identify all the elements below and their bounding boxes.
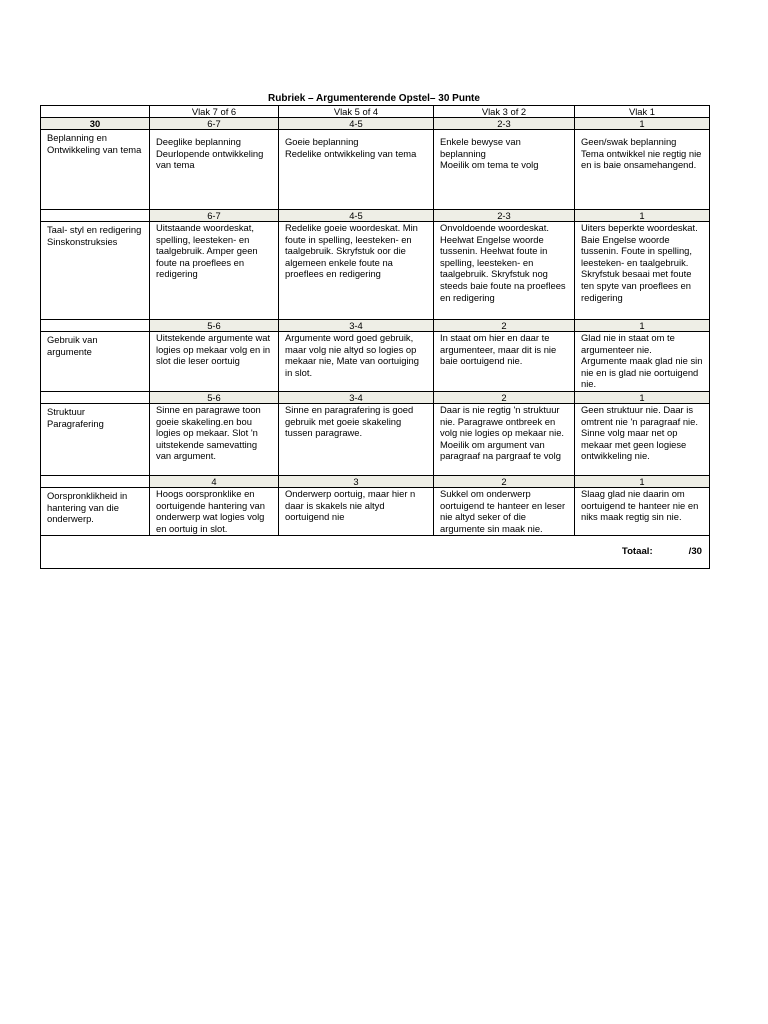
descriptor-cell xyxy=(575,488,710,536)
descriptor-cell xyxy=(575,332,710,392)
score-cell: 3 xyxy=(279,476,434,488)
descriptor-text: Uitstekende argumente wat logies op mekaar volg en in slot die leser oortuig xyxy=(156,332,271,367)
descriptor-cell xyxy=(150,488,279,536)
score-cell: 3-4 xyxy=(279,392,434,404)
descriptor-text: Argumente maak glad nie sin nie en is glad nie oortuigend nie. xyxy=(581,355,703,390)
score-cell: 2 xyxy=(434,476,575,488)
score-cell: 6-7 xyxy=(150,118,279,130)
descriptor-cell xyxy=(575,404,710,476)
score-cell: 1 xyxy=(575,320,710,332)
header-empty-cell xyxy=(41,106,150,118)
descriptor-cell xyxy=(279,130,434,210)
descriptor-text: Sukkel om onderwerp oortuigend te hanteer en leser nie altyd seker of die argumente sin maak nie. xyxy=(440,488,566,534)
score-cell: 5-6 xyxy=(150,320,279,332)
score-cell: 2-3 xyxy=(434,210,575,222)
descriptor-text: Redelike goeie woordeskat. Min foute in spelling, leesteken- en taalgebruik. Skryfstuk oor die algemeen enkele foute na proeflees en redigering xyxy=(285,222,418,280)
descriptor-text: Deurlopende ontwikkeling van tema xyxy=(156,147,264,171)
criterion-name: Struktuur Paragrafering xyxy=(41,404,150,476)
criterion-name: Oorspronklikheid in hantering van die onderwerp. xyxy=(41,488,150,536)
descriptor-text: Sinne en paragrawe toon goeie skakeling.en bou logies op mekaar. Slot 'n uitstekende samevatting van argument. xyxy=(156,404,261,462)
score-cell: 2-3 xyxy=(434,118,575,130)
descriptor-cell xyxy=(434,404,575,476)
descriptor-text: Sinne en paragrafering is goed gebruik met goeie skakeling tussen paragrawe. xyxy=(285,404,414,439)
criterion-name: Beplanning en Ontwikkeling van tema xyxy=(41,130,150,210)
score-cell: 4 xyxy=(150,476,279,488)
descriptor-cell xyxy=(150,222,279,320)
descriptor-text: Argumente word goed gebruik, maar volg nie altyd so logies op mekaar nie, Mate van oortuiging in slot. xyxy=(285,332,419,378)
descriptor-text: Onderwerp oortuig, maar hier n daar is skakels nie altyd oortuigend nie xyxy=(285,488,416,523)
score-cell: 6-7 xyxy=(150,210,279,222)
score-row xyxy=(41,320,710,332)
descriptor-text: Hoogs oorspronklike en oortuigende hantering van onderwerp wat logies volg en oortuig in slot. xyxy=(156,488,265,534)
descriptor-text: Moeilik om tema te volg xyxy=(440,159,539,171)
descriptor-text: Enkele bewyse van beplanning xyxy=(440,136,521,159)
score-row-label-cell xyxy=(41,320,150,332)
descriptor-text: Uiters beperkte woordeskat. Baie Engelse woorde tussenin. Foute in spelling, leesteken- en taalgebruik. xyxy=(581,222,698,268)
descriptor-text: Glad nie in staat om te argumenteer nie. xyxy=(581,332,675,355)
score-row xyxy=(41,210,710,222)
descriptor-text: Onvoldoende woordeskat. Heelwat Engelse woorde tussenin. Heelwat foute in spelling, leesteken- en taalgebruik. Skryfstuk nog steeds baie foute na proeflees en redigering xyxy=(440,222,566,303)
descriptor-cell xyxy=(150,404,279,476)
descriptor-text: Slaag glad nie daarin om oortuigend te hanteer nie en niks maak regtig sin nie. xyxy=(581,488,699,523)
descriptor-cell xyxy=(575,130,710,210)
score-cell: 4-5 xyxy=(279,210,434,222)
score-cell: 3-4 xyxy=(279,320,434,332)
score-row-label-cell xyxy=(41,476,150,488)
score-row xyxy=(41,392,710,404)
level-header: Vlak 7 of 6 xyxy=(150,106,279,118)
criterion-row xyxy=(41,130,710,210)
level-header: Vlak 3 of 2 xyxy=(434,106,575,118)
criterion-row xyxy=(41,404,710,476)
rubric-title: Rubriek – Argumenterende Opstel– 30 Punte xyxy=(268,93,480,104)
rubric-table xyxy=(40,105,710,569)
descriptor-cell xyxy=(434,332,575,392)
descriptor-text: Geen/swak beplanning xyxy=(581,136,677,147)
descriptor-text: Daar is nie regtig 'n struktuur nie. Paragrawe ontbreek en volg nie logies op mekaar nie. Moeilik om argument van paragraaf na pargraaf te volg xyxy=(440,404,565,462)
score-row xyxy=(41,118,710,130)
descriptor-text: Skryfstuk besaai met foute ten spyte van proeflees en redigering xyxy=(581,268,692,303)
descriptor-cell xyxy=(434,222,575,320)
descriptor-cell xyxy=(575,222,710,320)
score-cell: 2 xyxy=(434,392,575,404)
score-cell: 1 xyxy=(575,476,710,488)
score-cell: 5-6 xyxy=(150,392,279,404)
level-header: Vlak 5 of 4 xyxy=(279,106,434,118)
descriptor-text: Tema ontwikkel nie regtig nie en is baie onsamehangend. xyxy=(581,147,702,171)
criterion-row xyxy=(41,488,710,536)
criterion-row xyxy=(41,222,710,320)
level-header: Vlak 1 xyxy=(575,106,710,118)
score-row xyxy=(41,476,710,488)
descriptor-text: Uitstaande woordeskat, spelling, leesteken- en taalgebruik. Amper geen foute na proeflees en redigering xyxy=(156,222,258,280)
descriptor-cell xyxy=(150,332,279,392)
total-value: /30 xyxy=(688,546,702,558)
total-label: Totaal: xyxy=(621,546,653,558)
score-cell: 1 xyxy=(575,118,710,130)
descriptor-cell xyxy=(279,222,434,320)
descriptor-text: Redelike ontwikkeling van tema xyxy=(285,147,417,159)
descriptor-cell xyxy=(279,332,434,392)
score-cell: 4-5 xyxy=(279,118,434,130)
descriptor-text: Goeie beplanning xyxy=(285,136,359,147)
descriptor-text: In staat om hier en daar te argumenteer, maar dit is nie baie oortuigend nie. xyxy=(440,332,557,367)
criterion-name: Gebruik van argumente xyxy=(41,332,150,392)
level-header-row xyxy=(41,106,710,118)
descriptor-cell xyxy=(279,488,434,536)
descriptor-cell xyxy=(434,130,575,210)
descriptor-cell xyxy=(434,488,575,536)
total-row xyxy=(41,536,710,569)
score-cell: 2 xyxy=(434,320,575,332)
score-cell: 1 xyxy=(575,392,710,404)
criterion-row xyxy=(41,332,710,392)
score-row-label-cell xyxy=(41,392,150,404)
total-cell xyxy=(41,536,710,569)
descriptor-text: Geen struktuur nie. Daar is omtrent nie 'n paragraaf nie. Sinne volg maar net op mekaar met geen logiese ontwikkeling nie. xyxy=(581,404,698,462)
descriptor-cell xyxy=(279,404,434,476)
descriptor-cell xyxy=(150,130,279,210)
score-row-label-cell xyxy=(41,210,150,222)
descriptor-text: Deeglike beplanning xyxy=(156,136,241,147)
score-cell: 1 xyxy=(575,210,710,222)
total-points-cell: 30 xyxy=(41,118,150,130)
criterion-name: Taal- styl en redigering Sinskonstruksies xyxy=(41,222,150,320)
